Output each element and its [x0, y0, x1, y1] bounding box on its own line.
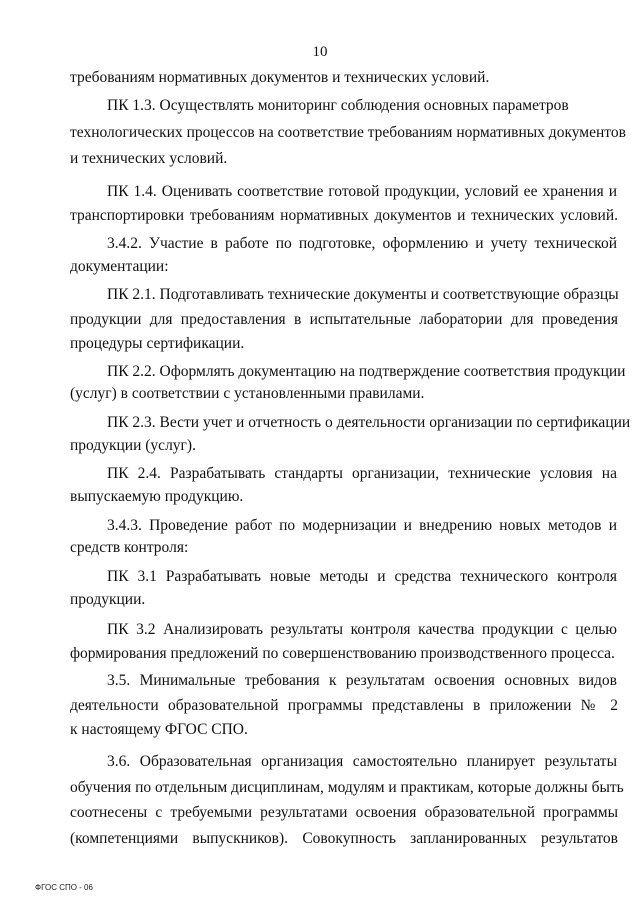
text-line: формирования предложений по совершенствованию производственного процесса.	[70, 645, 615, 662]
text-line: 3.6. Образовательная организация самостоятельно планирует результаты	[107, 753, 617, 770]
text-line: и технических условий.	[70, 150, 228, 167]
text-line: ПК 1.3. Осуществлять мониторинг соблюдения основных параметров	[107, 97, 569, 114]
text-line: документации:	[70, 258, 169, 275]
text-line: ПК 2.1. Подготавливать технические документы и соответствующие образцы	[107, 286, 619, 303]
text-line: деятельности образовательной программы представлены в приложении № 2	[70, 697, 618, 714]
text-line: ПК 1.4. Оценивать соответствие готовой продукции, условий ее хранения и	[107, 183, 617, 200]
document-footer: ФГОС СПО - 06	[35, 883, 93, 892]
text-line: продукции.	[70, 591, 146, 608]
text-line: (услуг) в соответствии с установленными правилами.	[70, 385, 425, 402]
text-line: 3.4.3. Проведение работ по модернизации и внедрению новых методов и	[107, 517, 617, 534]
text-line: 3.5. Минимальные требования к результатам освоения основных видов	[107, 672, 617, 689]
text-line: ПК 3.2 Анализировать результаты контроля качества продукции с целью	[107, 621, 617, 638]
text-line: средств контроля:	[70, 539, 189, 556]
text-line: процедуры сертификации.	[70, 335, 245, 352]
text-line: технологических процессов на соответствие требованиям нормативных документов	[70, 124, 626, 141]
text-line: к настоящему ФГОС СПО.	[70, 721, 248, 738]
text-line: продукции для предоставления в испытательные лаборатории для проведения	[70, 311, 618, 328]
text-line: ПК 2.2. Оформлять документацию на подтверждение соответствия продукции	[107, 363, 626, 380]
text-line: транспортировки требованиям нормативных документов и технических условий.	[70, 207, 618, 224]
text-line: 3.4.2. Участие в работе по подготовке, оформлению и учету технической	[107, 235, 617, 252]
text-line: обучения по отдельным дисциплинам, модулям и практикам, которые должны быть	[70, 779, 624, 796]
text-line: продукции (услуг).	[70, 437, 196, 454]
page-number: 10	[312, 44, 328, 60]
text-line: (компетенциями выпускников). Совокупность запланированных результатов	[70, 830, 618, 847]
text-line: ПК 3.1 Разрабатывать новые методы и средства технического контроля	[107, 568, 617, 585]
text-line: ПК 2.3. Вести учет и отчетность о деятельности организации по сертификации	[107, 414, 631, 431]
text-line: требованиям нормативных документов и технических условий.	[70, 69, 490, 86]
text-line: ПК 2.4. Разрабатывать стандарты организации, технические условия на	[107, 465, 617, 482]
text-line: выпускаемую продукцию.	[70, 488, 244, 505]
text-line: соотнесены с требуемыми результатами освоения образовательной программы	[70, 804, 618, 821]
